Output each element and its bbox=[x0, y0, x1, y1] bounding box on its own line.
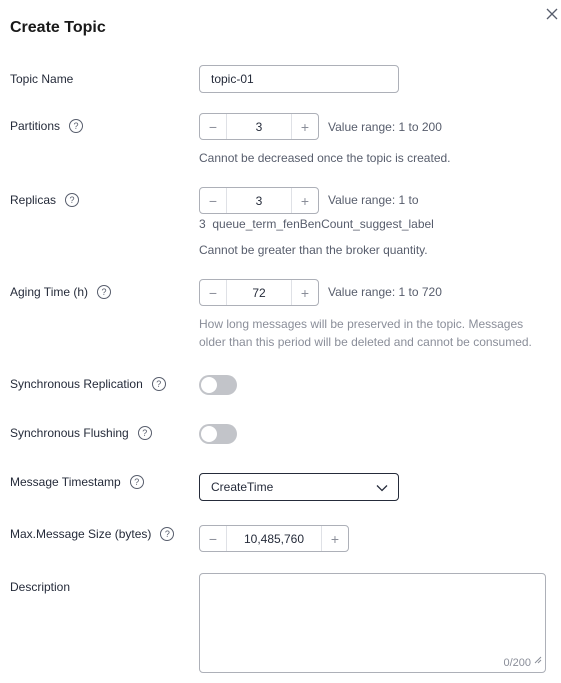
message-timestamp-select[interactable]: CreateTime bbox=[199, 473, 399, 501]
help-icon[interactable]: ? bbox=[138, 426, 152, 440]
dialog-title: Create Topic bbox=[10, 19, 106, 36]
decrement-button[interactable]: − bbox=[200, 114, 227, 139]
aging-time-hint-line1: How long messages will be preserved in the topic. Messages bbox=[199, 317, 524, 331]
sync-flushing-label: Synchronous Flushing ? bbox=[10, 426, 152, 440]
increment-button[interactable]: + bbox=[291, 188, 318, 213]
max-message-size-stepper[interactable] bbox=[199, 525, 349, 552]
aging-time-value[interactable]: 72 bbox=[252, 285, 266, 300]
increment-button[interactable]: + bbox=[321, 526, 348, 551]
partitions-range: Value range: 1 to 200 bbox=[328, 120, 442, 134]
close-icon[interactable] bbox=[544, 6, 560, 22]
help-icon[interactable]: ? bbox=[65, 193, 79, 207]
partitions-value[interactable]: 3 bbox=[255, 119, 263, 134]
description-textarea[interactable] bbox=[199, 573, 546, 673]
aging-time-label: Aging Time (h) ? bbox=[10, 285, 111, 299]
description-label: Description bbox=[10, 580, 71, 594]
replicas-value[interactable]: 3 bbox=[255, 193, 263, 208]
replicas-range: Value range: 1 to bbox=[328, 193, 419, 207]
sync-replication-label: Synchronous Replication ? bbox=[10, 377, 166, 391]
resize-handle-icon[interactable] bbox=[534, 651, 542, 669]
toggle-knob bbox=[201, 426, 217, 442]
replicas-hint: Cannot be greater than the broker quantity. bbox=[199, 243, 428, 257]
help-icon[interactable]: ? bbox=[130, 475, 144, 489]
decrement-button[interactable]: − bbox=[200, 188, 227, 213]
topic-name-input[interactable]: topic-01 bbox=[199, 65, 399, 93]
toggle-knob bbox=[201, 377, 217, 393]
decrement-button[interactable]: − bbox=[200, 526, 227, 551]
aging-time-hint-line2: older than this period will be deleted and cannot be consumed. bbox=[199, 335, 532, 349]
aging-time-range: Value range: 1 to 720 bbox=[328, 285, 442, 299]
increment-button[interactable]: + bbox=[291, 280, 318, 305]
message-timestamp-label: Message Timestamp ? bbox=[10, 475, 144, 489]
topic-name-label: Topic Name bbox=[10, 72, 74, 86]
help-icon[interactable]: ? bbox=[69, 119, 83, 133]
partitions-stepper[interactable] bbox=[199, 113, 319, 140]
sync-flushing-toggle[interactable] bbox=[199, 424, 237, 444]
partitions-label: Partitions ? bbox=[10, 119, 83, 133]
max-message-size-label: Max.Message Size (bytes) ? bbox=[10, 527, 174, 541]
help-icon[interactable]: ? bbox=[152, 377, 166, 391]
replicas-label: Replicas ? bbox=[10, 193, 79, 207]
increment-button[interactable]: + bbox=[291, 114, 318, 139]
aging-time-stepper[interactable] bbox=[199, 279, 319, 306]
replicas-range-continued: 3 queue_term_fenBenCount_suggest_label bbox=[199, 217, 434, 231]
decrement-button[interactable]: − bbox=[200, 280, 227, 305]
help-icon[interactable]: ? bbox=[160, 527, 174, 541]
max-message-size-value[interactable]: 10,485,760 bbox=[243, 531, 305, 546]
character-counter: 0/200 bbox=[503, 657, 531, 669]
help-icon[interactable]: ? bbox=[97, 285, 111, 299]
partitions-hint: Cannot be decreased once the topic is created. bbox=[199, 151, 451, 165]
chevron-down-icon bbox=[376, 482, 388, 496]
sync-replication-toggle[interactable] bbox=[199, 375, 237, 395]
replicas-stepper[interactable] bbox=[199, 187, 319, 214]
